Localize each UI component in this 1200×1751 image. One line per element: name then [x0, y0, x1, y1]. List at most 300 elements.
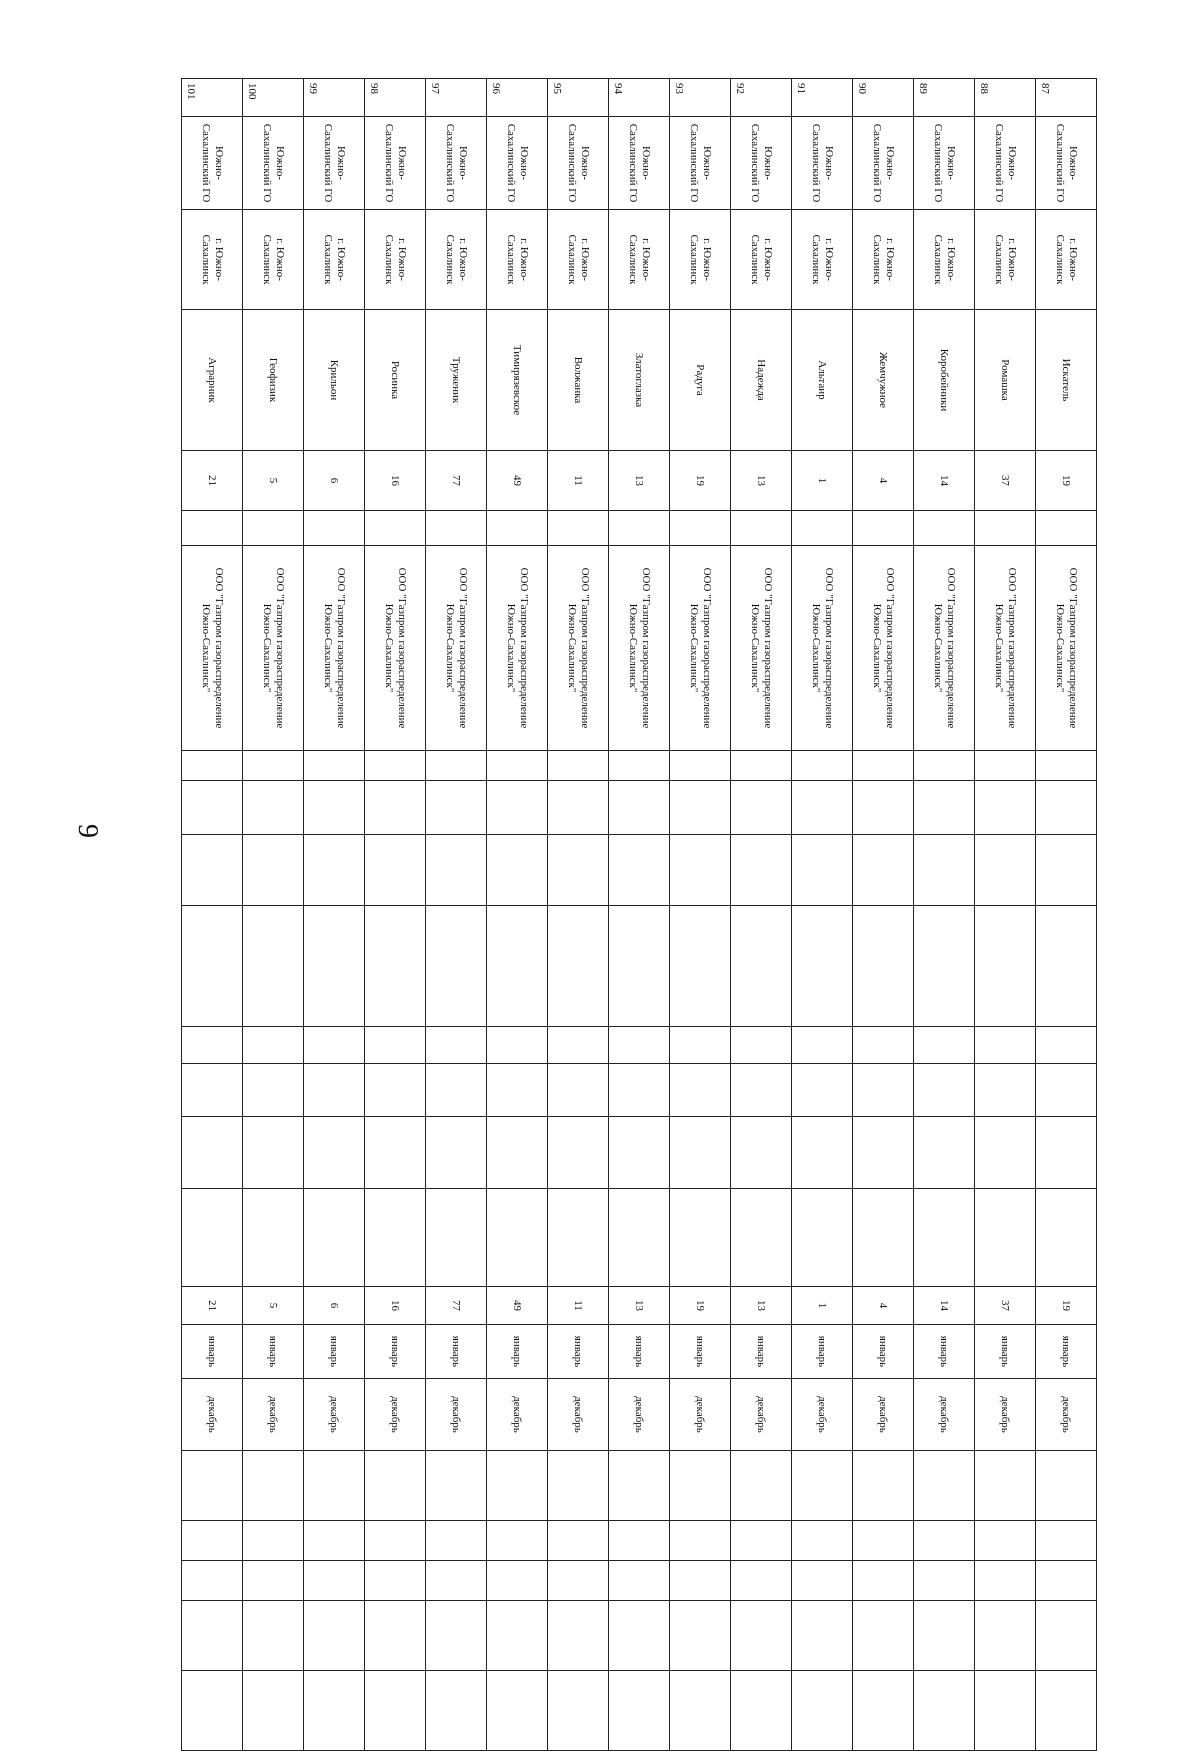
- cell-empty: [426, 1451, 487, 1521]
- cell-district: Южно-Сахалинский ГО: [243, 117, 304, 210]
- cell-empty: [548, 511, 609, 546]
- cell-empty: [426, 781, 487, 835]
- cell-empty: [975, 1671, 1036, 1751]
- cell-empty: [670, 835, 731, 906]
- cell-empty: [182, 1064, 243, 1117]
- table-row: [1036, 79, 1097, 1751]
- cell-empty: [243, 1601, 304, 1671]
- cell-empty: [975, 1027, 1036, 1064]
- cell-count: 77: [426, 451, 487, 511]
- cell-month-start: январь: [487, 1325, 548, 1379]
- cell-count-repeat: 19: [670, 1287, 731, 1325]
- cell-empty: [426, 835, 487, 906]
- cell-empty: [1036, 781, 1097, 835]
- cell-name: Радуга: [670, 310, 731, 451]
- cell-month-start: январь: [1036, 1325, 1097, 1379]
- cell-empty: [304, 511, 365, 546]
- cell-count-repeat: 77: [426, 1287, 487, 1325]
- cell-month-start: январь: [548, 1325, 609, 1379]
- cell-empty: [304, 1561, 365, 1601]
- cell-operator: ООО "Газпром газораспределение Южно-Сахалинск": [975, 546, 1036, 751]
- cell-district: Южно-Сахалинский ГО: [914, 117, 975, 210]
- cell-empty: [487, 835, 548, 906]
- cell-empty: [609, 1189, 670, 1287]
- cell-empty: [487, 1671, 548, 1751]
- cell-empty: [914, 1451, 975, 1521]
- cell-empty: [182, 906, 243, 1027]
- cell-empty: [243, 906, 304, 1027]
- cell-empty: [304, 1671, 365, 1751]
- cell-count-repeat: 1: [792, 1287, 853, 1325]
- cell-empty: [548, 1521, 609, 1561]
- cell-no: 91: [792, 79, 853, 117]
- cell-district: Южно-Сахалинский ГО: [548, 117, 609, 210]
- cell-empty: [670, 1117, 731, 1189]
- cell-month-start: январь: [670, 1325, 731, 1379]
- cell-empty: [853, 1064, 914, 1117]
- cell-city: г. Южно-Сахалинск: [670, 210, 731, 310]
- cell-empty: [792, 1451, 853, 1521]
- cell-empty: [182, 1601, 243, 1671]
- cell-empty: [792, 781, 853, 835]
- cell-operator: ООО "Газпром газораспределение Южно-Сахалинск": [731, 546, 792, 751]
- cell-district: Южно-Сахалинский ГО: [182, 117, 243, 210]
- cell-empty: [182, 1027, 243, 1064]
- cell-empty: [853, 1561, 914, 1601]
- cell-empty: [426, 1601, 487, 1671]
- cell-empty: [731, 1671, 792, 1751]
- cell-month-end: декабрь: [426, 1379, 487, 1451]
- cell-empty: [914, 906, 975, 1027]
- cell-district: Южно-Сахалинский ГО: [304, 117, 365, 210]
- cell-empty: [304, 751, 365, 781]
- cell-operator: ООО "Газпром газораспределение Южно-Сахалинск": [792, 546, 853, 751]
- cell-empty: [1036, 1064, 1097, 1117]
- cell-empty: [426, 1189, 487, 1287]
- cell-empty: [914, 1027, 975, 1064]
- cell-name: Труженик: [426, 310, 487, 451]
- cell-count-repeat: 4: [853, 1287, 914, 1325]
- cell-empty: [975, 1189, 1036, 1287]
- cell-no: 90: [853, 79, 914, 117]
- cell-count: 5: [243, 451, 304, 511]
- table-row: [914, 79, 975, 1751]
- cell-empty: [365, 1521, 426, 1561]
- cell-operator: ООО "Газпром газораспределение Южно-Сахалинск": [548, 546, 609, 751]
- cell-no: 100: [243, 79, 304, 117]
- cell-empty: [792, 511, 853, 546]
- cell-empty: [609, 1451, 670, 1521]
- cell-empty: [1036, 751, 1097, 781]
- cell-city: г. Южно-Сахалинск: [365, 210, 426, 310]
- cell-count-repeat: 16: [365, 1287, 426, 1325]
- cell-empty: [548, 1671, 609, 1751]
- table-row: [426, 79, 487, 1751]
- cell-empty: [182, 1671, 243, 1751]
- table-row: [487, 79, 548, 1751]
- cell-month-end: декабрь: [243, 1379, 304, 1451]
- cell-empty: [914, 1189, 975, 1287]
- cell-name: Коробейники: [914, 310, 975, 451]
- cell-count-repeat: 11: [548, 1287, 609, 1325]
- cell-name: Альтаир: [792, 310, 853, 451]
- cell-empty: [853, 1451, 914, 1521]
- cell-empty: [670, 511, 731, 546]
- cell-empty: [914, 1521, 975, 1561]
- cell-empty: [853, 906, 914, 1027]
- cell-empty: [1036, 1601, 1097, 1671]
- cell-count-repeat: 13: [731, 1287, 792, 1325]
- cell-operator: ООО "Газпром газораспределение Южно-Сахалинск": [365, 546, 426, 751]
- table-row: [731, 79, 792, 1751]
- cell-empty: [792, 906, 853, 1027]
- cell-empty: [365, 1671, 426, 1751]
- cell-empty: [914, 781, 975, 835]
- cell-empty: [609, 751, 670, 781]
- cell-empty: [243, 1451, 304, 1521]
- cell-empty: [792, 1027, 853, 1064]
- cell-month-end: декабрь: [548, 1379, 609, 1451]
- cell-empty: [365, 511, 426, 546]
- cell-empty: [731, 906, 792, 1027]
- cell-empty: [426, 1671, 487, 1751]
- cell-city: г. Южно-Сахалинск: [792, 210, 853, 310]
- cell-empty: [548, 781, 609, 835]
- cell-empty: [243, 835, 304, 906]
- cell-month-start: январь: [182, 1325, 243, 1379]
- cell-empty: [426, 1521, 487, 1561]
- cell-count: 49: [487, 451, 548, 511]
- cell-no: 101: [182, 79, 243, 117]
- cell-operator: ООО "Газпром газораспределение Южно-Сахалинск": [853, 546, 914, 751]
- cell-month-end: декабрь: [1036, 1379, 1097, 1451]
- cell-count: 16: [365, 451, 426, 511]
- cell-city: г. Южно-Сахалинск: [243, 210, 304, 310]
- cell-district: Южно-Сахалинский ГО: [487, 117, 548, 210]
- cell-empty: [365, 751, 426, 781]
- table-row: [670, 79, 731, 1751]
- cell-empty: [182, 511, 243, 546]
- cell-empty: [853, 1117, 914, 1189]
- cell-empty: [975, 751, 1036, 781]
- cell-empty: [792, 1561, 853, 1601]
- cell-empty: [548, 1117, 609, 1189]
- cell-empty: [182, 1521, 243, 1561]
- cell-empty: [243, 781, 304, 835]
- cell-city: г. Южно-Сахалинск: [853, 210, 914, 310]
- cell-empty: [609, 1561, 670, 1601]
- cell-empty: [304, 1027, 365, 1064]
- cell-count: 19: [670, 451, 731, 511]
- cell-month-start: январь: [365, 1325, 426, 1379]
- cell-empty: [731, 1601, 792, 1671]
- cell-empty: [426, 751, 487, 781]
- cell-name: Росинка: [365, 310, 426, 451]
- cell-empty: [853, 751, 914, 781]
- cell-empty: [670, 751, 731, 781]
- cell-count: 13: [609, 451, 670, 511]
- cell-empty: [609, 781, 670, 835]
- cell-empty: [914, 1561, 975, 1601]
- cell-empty: [792, 751, 853, 781]
- cell-empty: [1036, 1561, 1097, 1601]
- table-row: [792, 79, 853, 1751]
- cell-operator: ООО "Газпром газораспределение Южно-Сахалинск": [304, 546, 365, 751]
- cell-operator: ООО "Газпром газораспределение Южно-Сахалинск": [426, 546, 487, 751]
- cell-name: Волжанка: [548, 310, 609, 451]
- cell-empty: [487, 1521, 548, 1561]
- cell-month-start: январь: [853, 1325, 914, 1379]
- cell-empty: [792, 1671, 853, 1751]
- cell-empty: [487, 1064, 548, 1117]
- cell-empty: [731, 781, 792, 835]
- cell-empty: [975, 781, 1036, 835]
- cell-empty: [243, 511, 304, 546]
- cell-no: 99: [304, 79, 365, 117]
- cell-empty: [1036, 511, 1097, 546]
- cell-month-end: декабрь: [609, 1379, 670, 1451]
- cell-month-start: январь: [731, 1325, 792, 1379]
- cell-operator: ООО "Газпром газораспределение Южно-Сахалинск": [914, 546, 975, 751]
- cell-city: г. Южно-Сахалинск: [548, 210, 609, 310]
- cell-empty: [792, 835, 853, 906]
- cell-empty: [731, 1117, 792, 1189]
- cell-empty: [853, 835, 914, 906]
- cell-empty: [304, 1117, 365, 1189]
- cell-empty: [548, 1561, 609, 1601]
- cell-empty: [365, 1027, 426, 1064]
- cell-empty: [426, 1561, 487, 1601]
- cell-empty: [426, 1027, 487, 1064]
- cell-empty: [670, 781, 731, 835]
- cell-empty: [487, 1451, 548, 1521]
- cell-empty: [487, 1117, 548, 1189]
- cell-count-repeat: 37: [975, 1287, 1036, 1325]
- cell-name: Тимирязевское: [487, 310, 548, 451]
- cell-month-start: январь: [426, 1325, 487, 1379]
- cell-empty: [1036, 906, 1097, 1027]
- page-number: 9: [72, 824, 103, 838]
- cell-empty: [243, 1521, 304, 1561]
- cell-empty: [426, 906, 487, 1027]
- cell-no: 93: [670, 79, 731, 117]
- cell-month-end: декабрь: [975, 1379, 1036, 1451]
- cell-empty: [609, 1117, 670, 1189]
- cell-city: г. Южно-Сахалинск: [487, 210, 548, 310]
- cell-empty: [792, 1064, 853, 1117]
- cell-empty: [365, 1189, 426, 1287]
- cell-empty: [975, 906, 1036, 1027]
- cell-count: 1: [792, 451, 853, 511]
- cell-city: г. Южно-Сахалинск: [609, 210, 670, 310]
- table-row: [243, 79, 304, 1751]
- cell-empty: [304, 1521, 365, 1561]
- cell-operator: ООО "Газпром газораспределение Южно-Сахалинск": [670, 546, 731, 751]
- cell-empty: [670, 1027, 731, 1064]
- cell-empty: [487, 906, 548, 1027]
- cell-empty: [670, 1601, 731, 1671]
- cell-month-end: декабрь: [487, 1379, 548, 1451]
- table-row: [975, 79, 1036, 1751]
- cell-empty: [670, 1521, 731, 1561]
- cell-empty: [1036, 1521, 1097, 1561]
- cell-empty: [731, 1521, 792, 1561]
- cell-empty: [792, 1521, 853, 1561]
- cell-empty: [670, 1064, 731, 1117]
- cell-city: г. Южно-Сахалинск: [914, 210, 975, 310]
- cell-empty: [182, 781, 243, 835]
- cell-empty: [487, 1189, 548, 1287]
- cell-empty: [548, 1451, 609, 1521]
- cell-empty: [609, 1064, 670, 1117]
- cell-empty: [1036, 835, 1097, 906]
- cell-city: г. Южно-Сахалинск: [1036, 210, 1097, 310]
- cell-empty: [609, 906, 670, 1027]
- cell-empty: [731, 511, 792, 546]
- cell-empty: [975, 1521, 1036, 1561]
- table-row: [365, 79, 426, 1751]
- cell-empty: [670, 906, 731, 1027]
- cell-city: г. Южно-Сахалинск: [975, 210, 1036, 310]
- cell-count-repeat: 19: [1036, 1287, 1097, 1325]
- cell-empty: [1036, 1189, 1097, 1287]
- cell-empty: [365, 781, 426, 835]
- table-row: [853, 79, 914, 1751]
- cell-operator: ООО "Газпром газораспределение Южно-Сахалинск": [182, 546, 243, 751]
- cell-count: 4: [853, 451, 914, 511]
- cell-month-end: декабрь: [792, 1379, 853, 1451]
- cell-empty: [1036, 1451, 1097, 1521]
- cell-name: Надежда: [731, 310, 792, 451]
- cell-empty: [243, 1027, 304, 1064]
- cell-empty: [914, 751, 975, 781]
- cell-city: г. Южно-Сахалинск: [426, 210, 487, 310]
- cell-empty: [182, 835, 243, 906]
- cell-empty: [426, 511, 487, 546]
- cell-district: Южно-Сахалинский ГО: [731, 117, 792, 210]
- cell-district: Южно-Сахалинский ГО: [426, 117, 487, 210]
- cell-district: Южно-Сахалинский ГО: [975, 117, 1036, 210]
- cell-name: Геофизик: [243, 310, 304, 451]
- cell-count-repeat: 14: [914, 1287, 975, 1325]
- cell-empty: [548, 906, 609, 1027]
- cell-empty: [243, 751, 304, 781]
- cell-no: 97: [426, 79, 487, 117]
- cell-empty: [304, 1064, 365, 1117]
- cell-empty: [243, 1064, 304, 1117]
- cell-empty: [365, 906, 426, 1027]
- cell-empty: [243, 1117, 304, 1189]
- cell-empty: [243, 1561, 304, 1601]
- cell-count-repeat: 49: [487, 1287, 548, 1325]
- cell-empty: [487, 1561, 548, 1601]
- cell-month-end: декабрь: [670, 1379, 731, 1451]
- cell-empty: [731, 1189, 792, 1287]
- cell-empty: [365, 1117, 426, 1189]
- cell-empty: [914, 1601, 975, 1671]
- table-row: [609, 79, 670, 1751]
- cell-operator: ООО "Газпром газораспределение Южно-Сахалинск": [243, 546, 304, 751]
- cell-empty: [670, 1189, 731, 1287]
- cell-empty: [975, 511, 1036, 546]
- cell-empty: [609, 1671, 670, 1751]
- cell-empty: [731, 751, 792, 781]
- cell-city: г. Южно-Сахалинск: [304, 210, 365, 310]
- cell-empty: [182, 1117, 243, 1189]
- cell-empty: [609, 1027, 670, 1064]
- cell-empty: [914, 835, 975, 906]
- cell-name: Аграрник: [182, 310, 243, 451]
- cell-no: 95: [548, 79, 609, 117]
- cell-empty: [792, 1117, 853, 1189]
- cell-district: Южно-Сахалинский ГО: [1036, 117, 1097, 210]
- cell-empty: [609, 835, 670, 906]
- rotated-table-container: [182, 78, 1097, 1620]
- cell-month-end: декабрь: [853, 1379, 914, 1451]
- cell-empty: [853, 1671, 914, 1751]
- cell-city: г. Южно-Сахалинск: [182, 210, 243, 310]
- cell-operator: ООО "Газпром газораспределение Южно-Сахалинск": [609, 546, 670, 751]
- cell-count-repeat: 13: [609, 1287, 670, 1325]
- cell-empty: [1036, 1117, 1097, 1189]
- cell-no: 87: [1036, 79, 1097, 117]
- cell-empty: [487, 781, 548, 835]
- cell-count: 6: [304, 451, 365, 511]
- cell-empty: [243, 1671, 304, 1751]
- cell-month-end: декабрь: [304, 1379, 365, 1451]
- cell-empty: [975, 1601, 1036, 1671]
- cell-empty: [853, 1601, 914, 1671]
- cell-name: Жемчужное: [853, 310, 914, 451]
- cell-empty: [304, 1189, 365, 1287]
- cell-count-repeat: 5: [243, 1287, 304, 1325]
- cell-empty: [914, 511, 975, 546]
- cell-district: Южно-Сахалинский ГО: [792, 117, 853, 210]
- cell-no: 89: [914, 79, 975, 117]
- cell-name: Златоглазка: [609, 310, 670, 451]
- cell-month-start: январь: [304, 1325, 365, 1379]
- cell-empty: [609, 511, 670, 546]
- cell-empty: [731, 1027, 792, 1064]
- cell-count: 19: [1036, 451, 1097, 511]
- cell-month-end: декабрь: [182, 1379, 243, 1451]
- cell-empty: [609, 1601, 670, 1671]
- cell-empty: [731, 1064, 792, 1117]
- cell-empty: [487, 751, 548, 781]
- table-row: [548, 79, 609, 1751]
- cell-city: г. Южно-Сахалинск: [731, 210, 792, 310]
- cell-empty: [304, 1451, 365, 1521]
- cell-empty: [243, 1189, 304, 1287]
- cell-empty: [365, 1561, 426, 1601]
- cell-empty: [853, 1521, 914, 1561]
- cell-count-repeat: 6: [304, 1287, 365, 1325]
- cell-empty: [182, 1451, 243, 1521]
- cell-empty: [426, 1117, 487, 1189]
- cell-empty: [548, 1064, 609, 1117]
- cell-empty: [975, 835, 1036, 906]
- cell-empty: [487, 1601, 548, 1671]
- cell-empty: [731, 835, 792, 906]
- cell-empty: [365, 1451, 426, 1521]
- cell-month-start: январь: [914, 1325, 975, 1379]
- cell-empty: [1036, 1671, 1097, 1751]
- cell-empty: [365, 835, 426, 906]
- cell-empty: [548, 1027, 609, 1064]
- cell-empty: [853, 1027, 914, 1064]
- cell-month-start: январь: [975, 1325, 1036, 1379]
- cell-empty: [914, 1671, 975, 1751]
